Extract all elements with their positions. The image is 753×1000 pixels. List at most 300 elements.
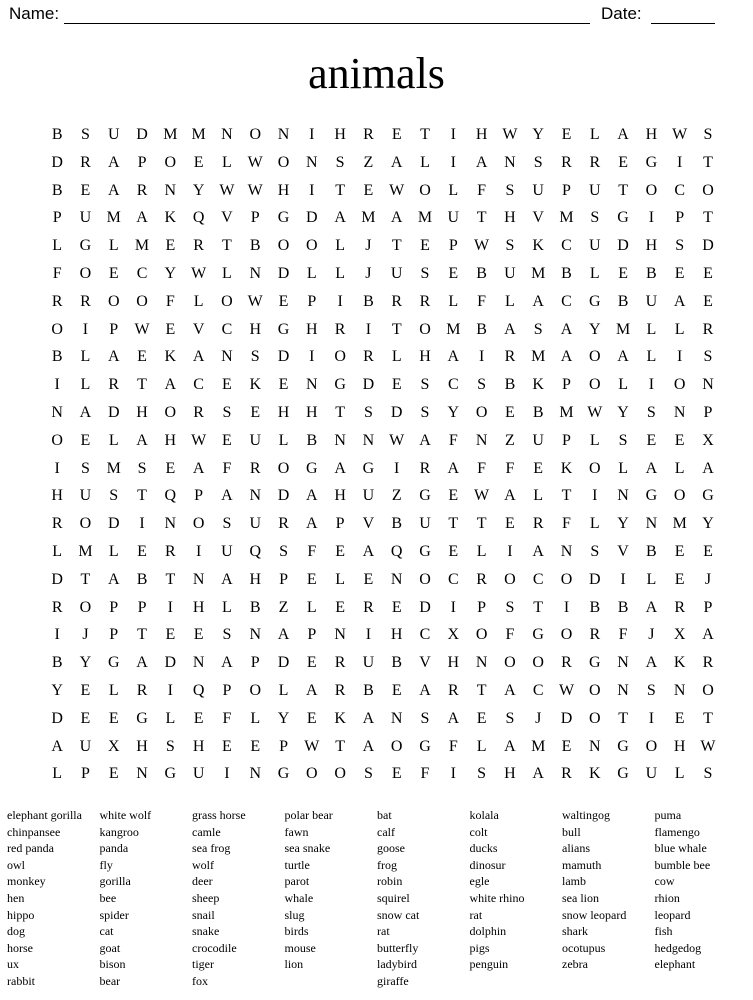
grid-cell: M bbox=[559, 209, 574, 227]
grid-cell: R bbox=[561, 765, 572, 783]
date-line bbox=[651, 23, 715, 24]
grid-cell: L bbox=[674, 765, 685, 783]
grid-cell: G bbox=[617, 209, 629, 227]
grid-cell: T bbox=[137, 487, 147, 505]
grid-cell: A bbox=[702, 459, 714, 477]
grid-cell: N bbox=[475, 654, 488, 672]
grid-cell: F bbox=[222, 709, 232, 727]
grid-cell: E bbox=[363, 570, 374, 588]
grid-cell: Z bbox=[505, 431, 515, 449]
grid-cell: D bbox=[51, 709, 63, 727]
grid-cell: A bbox=[221, 654, 233, 672]
grid-cell: M bbox=[531, 348, 546, 366]
grid-cell: A bbox=[136, 209, 148, 227]
word-item: penguin bbox=[469, 957, 509, 972]
grid-cell: V bbox=[617, 542, 629, 560]
grid-cell: I bbox=[677, 153, 683, 171]
grid-cell: T bbox=[476, 515, 487, 533]
word-item: sea snake bbox=[284, 841, 331, 856]
grid-cell: L bbox=[589, 264, 600, 282]
grid-cell: W bbox=[558, 681, 575, 699]
grid-row bbox=[43, 232, 723, 260]
word-item: kolala bbox=[469, 808, 499, 822]
grid-cell: Q bbox=[192, 209, 205, 227]
grid-cell: G bbox=[645, 487, 658, 505]
word-item: waltingog bbox=[562, 808, 610, 822]
grid-cell: E bbox=[391, 376, 402, 394]
grid-cell: E bbox=[278, 376, 289, 394]
grid-cell: E bbox=[250, 737, 261, 755]
grid-cell: U bbox=[447, 209, 460, 227]
grid-cell: T bbox=[476, 681, 487, 699]
grid-cell: S bbox=[335, 153, 345, 171]
grid-cell: L bbox=[306, 598, 317, 616]
grid-cell: A bbox=[334, 459, 346, 477]
date-label: Date: bbox=[601, 4, 642, 23]
grid-cell: H bbox=[645, 237, 658, 255]
grid-cell: R bbox=[447, 681, 459, 699]
grid-cell: A bbox=[673, 292, 686, 310]
grid-cell: M bbox=[106, 209, 121, 227]
grid-cell: T bbox=[137, 376, 147, 394]
grid-cell: O bbox=[560, 570, 573, 588]
grid-cell: S bbox=[505, 181, 515, 199]
grid-cell: E bbox=[165, 626, 176, 644]
grid-cell: L bbox=[52, 237, 63, 255]
word-item: dolphin bbox=[469, 924, 507, 939]
grid-cell: D bbox=[306, 209, 318, 227]
grid-cell: S bbox=[703, 765, 713, 783]
grid-cell: I bbox=[648, 709, 655, 727]
grid-cell: F bbox=[222, 459, 232, 477]
word-item: fox bbox=[192, 973, 208, 988]
grid-cell: E bbox=[618, 264, 628, 282]
grid-cell: E bbox=[108, 264, 119, 282]
grid-cell: N bbox=[249, 765, 261, 783]
grid-cell: S bbox=[222, 626, 232, 644]
grid-cell: C bbox=[532, 681, 544, 699]
grid-cell: A bbox=[645, 654, 658, 672]
grid-cell: Y bbox=[164, 264, 177, 282]
word-item: sheep bbox=[192, 890, 220, 905]
grid-cell: G bbox=[334, 376, 346, 394]
word-item: giraffe bbox=[377, 973, 409, 988]
grid-cell: E bbox=[533, 459, 544, 477]
grid-cell: R bbox=[363, 348, 374, 366]
grid-cell: K bbox=[532, 376, 544, 394]
grid-cell: I bbox=[450, 153, 456, 171]
grid-cell: A bbox=[702, 626, 714, 644]
grid-cell: E bbox=[165, 237, 176, 255]
grid-cell: P bbox=[562, 431, 571, 449]
grid-cell: N bbox=[560, 542, 573, 560]
grid-cell: E bbox=[80, 709, 91, 727]
word-item: rabbit bbox=[7, 973, 35, 988]
grid-cell: I bbox=[82, 320, 89, 338]
grid-cell: U bbox=[79, 737, 92, 755]
grid-cell: I bbox=[309, 348, 315, 366]
grid-cell: O bbox=[673, 376, 686, 394]
grid-cell: P bbox=[80, 765, 90, 783]
grid-cell: S bbox=[477, 765, 487, 783]
grid-cell: U bbox=[589, 237, 601, 255]
grid-cell: S bbox=[137, 459, 147, 477]
grid-cell: G bbox=[419, 487, 431, 505]
word-item: zebra bbox=[562, 957, 588, 972]
word-item: camle bbox=[192, 824, 221, 839]
grid-cell: R bbox=[278, 515, 289, 533]
grid-cell: S bbox=[618, 431, 628, 449]
grid-cell: C bbox=[419, 626, 431, 644]
grid-cell: B bbox=[589, 598, 601, 616]
word-item: red panda bbox=[7, 841, 54, 856]
grid-cell: L bbox=[193, 292, 204, 310]
grid-cell: B bbox=[391, 654, 403, 672]
grid-cell: T bbox=[335, 403, 345, 421]
grid-cell: R bbox=[504, 348, 516, 366]
grid-cell: O bbox=[136, 292, 148, 310]
grid-cell: D bbox=[164, 654, 177, 672]
grid-cell: N bbox=[277, 126, 290, 143]
grid-cell: R bbox=[108, 376, 120, 394]
grid-cell: N bbox=[645, 515, 658, 533]
word-item: pigs bbox=[469, 940, 490, 955]
grid-cell: Y bbox=[532, 126, 544, 143]
grid-cell: C bbox=[561, 292, 572, 310]
grid-cell: E bbox=[80, 181, 91, 199]
grid-cell: L bbox=[505, 292, 515, 310]
grid-cell: U bbox=[221, 542, 233, 560]
grid-cell: L bbox=[278, 431, 289, 449]
grid-cell: M bbox=[361, 209, 376, 227]
grid-cell: M bbox=[559, 403, 574, 421]
grid-cell: E bbox=[222, 376, 232, 394]
grid-cell: Y bbox=[192, 181, 205, 199]
grid-cell: Y bbox=[51, 681, 63, 699]
grid-cell: N bbox=[390, 570, 403, 588]
word-column bbox=[377, 807, 470, 990]
grid-cell: A bbox=[475, 153, 488, 171]
grid-cell: G bbox=[419, 542, 431, 560]
grid-cell: O bbox=[645, 737, 658, 755]
grid-cell: G bbox=[419, 737, 431, 755]
grid-cell: U bbox=[79, 487, 92, 505]
grid-cell: O bbox=[390, 737, 403, 755]
grid-cell: R bbox=[334, 654, 346, 672]
grid-cell: I bbox=[592, 487, 598, 505]
grid-cell: S bbox=[646, 681, 656, 699]
grid-cell: C bbox=[674, 181, 686, 199]
grid-cell: X bbox=[107, 737, 120, 755]
grid-cell: Q bbox=[192, 681, 205, 699]
grid-cell: E bbox=[618, 153, 628, 171]
grid-cell: R bbox=[80, 153, 91, 171]
grid-cell: P bbox=[137, 153, 147, 171]
grid-cell: A bbox=[617, 348, 629, 366]
grid-cell: O bbox=[306, 237, 318, 255]
grid-cell: F bbox=[165, 292, 175, 310]
word-item: bumble bee bbox=[654, 857, 711, 872]
grid-cell: S bbox=[533, 153, 543, 171]
grid-row bbox=[43, 316, 723, 344]
grid-cell: A bbox=[645, 459, 658, 477]
grid-cell: O bbox=[334, 765, 346, 783]
word-item: snow cat bbox=[377, 907, 420, 922]
grid-cell: N bbox=[589, 737, 601, 755]
word-item: parot bbox=[284, 874, 310, 889]
grid-cell: S bbox=[533, 320, 543, 338]
grid-cell: F bbox=[477, 181, 487, 199]
grid-cell: A bbox=[447, 709, 460, 727]
grid-cell: A bbox=[107, 181, 120, 199]
word-item: chinpansee bbox=[7, 824, 61, 839]
grid-cell: O bbox=[164, 403, 177, 421]
grid-cell: O bbox=[277, 237, 290, 255]
word-item: turtle bbox=[284, 857, 310, 872]
grid-cell: S bbox=[165, 737, 175, 755]
grid-cell: H bbox=[645, 126, 658, 143]
grid-cell: O bbox=[589, 459, 601, 477]
grid-cell: E bbox=[250, 403, 261, 421]
word-item: polar bear bbox=[284, 808, 333, 822]
word-item: shark bbox=[562, 924, 588, 939]
grid-cell: T bbox=[137, 626, 147, 644]
grid-cell: S bbox=[222, 515, 232, 533]
word-column bbox=[100, 807, 193, 990]
word-item: grass horse bbox=[192, 808, 246, 822]
grid-cell: A bbox=[306, 515, 318, 533]
grid-cell: G bbox=[136, 709, 148, 727]
grid-cell: A bbox=[560, 348, 573, 366]
word-item: elephant bbox=[654, 957, 696, 972]
grid-cell: C bbox=[193, 376, 204, 394]
grid-cell: U bbox=[419, 515, 431, 533]
grid-cell: T bbox=[618, 709, 628, 727]
grid-cell: S bbox=[363, 765, 373, 783]
word-item: crocodile bbox=[192, 940, 237, 955]
grid-cell: E bbox=[108, 765, 119, 783]
grid-cell: L bbox=[674, 320, 685, 338]
grid-cell: D bbox=[390, 403, 403, 421]
grid-cell: B bbox=[646, 264, 657, 282]
grid-cell: W bbox=[474, 237, 490, 255]
grid-cell: L bbox=[108, 542, 119, 560]
grid-cell: S bbox=[80, 126, 90, 143]
grid-cell: O bbox=[306, 765, 318, 783]
grid-cell: I bbox=[507, 542, 513, 560]
grid-cell: P bbox=[109, 626, 119, 644]
word-item: spider bbox=[99, 907, 129, 922]
grid-cell: I bbox=[54, 626, 60, 644]
grid-cell: P bbox=[703, 598, 713, 616]
grid-cell: G bbox=[617, 737, 629, 755]
grid-cell: E bbox=[674, 570, 685, 588]
grid-cell: E bbox=[505, 403, 515, 421]
grid-cell: A bbox=[560, 320, 573, 338]
grid-cell: T bbox=[222, 237, 232, 255]
word-item: bee bbox=[99, 890, 117, 905]
grid-cell: T bbox=[618, 181, 628, 199]
word-item: hen bbox=[7, 890, 25, 905]
grid-cell: R bbox=[674, 598, 686, 616]
grid-cell: A bbox=[645, 598, 658, 616]
grid-cell: L bbox=[52, 765, 63, 783]
grid-cell: D bbox=[277, 487, 290, 505]
grid-cell: R bbox=[419, 459, 431, 477]
grid-cell: D bbox=[107, 403, 120, 421]
grid-cell: P bbox=[279, 737, 288, 755]
grid-cell: E bbox=[222, 431, 232, 449]
grid-cell: L bbox=[52, 542, 63, 560]
grid-cell: S bbox=[420, 376, 430, 394]
word-item: elephant gorilla bbox=[7, 808, 82, 822]
grid-cell: E bbox=[391, 765, 402, 783]
grid-cell: E bbox=[703, 542, 713, 560]
grid-cell: U bbox=[362, 654, 375, 672]
grid-cell: B bbox=[476, 320, 487, 338]
grid-cell: L bbox=[448, 292, 459, 310]
grid-cell: M bbox=[531, 737, 546, 755]
grid-cell: I bbox=[365, 626, 372, 644]
grid-cell: E bbox=[193, 709, 204, 727]
grid-cell: A bbox=[362, 737, 375, 755]
grid-cell: A bbox=[504, 487, 516, 505]
grid-cell: R bbox=[165, 542, 176, 560]
grid-cell: M bbox=[446, 320, 461, 338]
grid-cell: Z bbox=[391, 487, 402, 505]
grid-cell: D bbox=[51, 153, 63, 171]
grid-cell: B bbox=[504, 376, 516, 394]
grid-cell: B bbox=[363, 292, 374, 310]
grid-cell: O bbox=[702, 681, 714, 699]
grid-cell: B bbox=[51, 181, 63, 199]
grid-cell: H bbox=[334, 487, 346, 505]
grid-cell: J bbox=[82, 626, 89, 644]
grid-cell: K bbox=[334, 709, 346, 727]
grid-cell: E bbox=[561, 126, 572, 143]
word-item: goat bbox=[99, 940, 121, 955]
grid-cell: M bbox=[417, 209, 433, 227]
grid-row bbox=[43, 649, 723, 677]
grid-cell: A bbox=[136, 654, 148, 672]
word-item: egle bbox=[469, 874, 490, 889]
grid-cell: L bbox=[646, 348, 657, 366]
word-item: cow bbox=[654, 874, 675, 889]
grid-cell: L bbox=[222, 153, 232, 171]
grid-cell: A bbox=[504, 320, 516, 338]
word-item: bison bbox=[99, 957, 126, 972]
grid-cell: A bbox=[221, 570, 233, 588]
grid-cell: U bbox=[645, 765, 658, 783]
word-item: cat bbox=[99, 924, 114, 939]
grid-cell: W bbox=[700, 737, 716, 755]
grid-cell: L bbox=[589, 126, 600, 143]
word-column bbox=[192, 807, 285, 990]
grid-cell: S bbox=[222, 403, 232, 421]
grid-cell: E bbox=[222, 737, 232, 755]
word-item: mouse bbox=[284, 940, 316, 955]
grid-cell: A bbox=[390, 209, 403, 227]
grid-cell: I bbox=[309, 181, 315, 199]
word-item: snail bbox=[192, 907, 215, 922]
grid-cell: O bbox=[475, 626, 488, 644]
grid-cell: P bbox=[307, 292, 317, 310]
word-item: owl bbox=[7, 857, 25, 872]
grid-cell: A bbox=[192, 459, 205, 477]
grid-cell: E bbox=[193, 626, 204, 644]
grid-cell: E bbox=[193, 153, 204, 171]
grid-cell: O bbox=[475, 403, 488, 421]
grid-cell: D bbox=[277, 654, 290, 672]
grid-cell: A bbox=[107, 153, 120, 171]
word-item: leopard bbox=[654, 907, 691, 922]
grid-cell: M bbox=[531, 264, 546, 282]
grid-cell: J bbox=[648, 626, 655, 644]
grid-cell: G bbox=[589, 292, 601, 310]
grid-cell: A bbox=[136, 431, 148, 449]
grid-cell: Y bbox=[447, 403, 460, 421]
grid-cell: I bbox=[648, 209, 655, 227]
grid-cell: A bbox=[51, 737, 63, 755]
grid-cell: R bbox=[391, 292, 403, 310]
grid-cell: J bbox=[704, 570, 712, 588]
grid-cell: O bbox=[79, 598, 92, 616]
grid-cell: U bbox=[390, 264, 403, 282]
grid-cell: R bbox=[136, 681, 148, 699]
grid-cell: T bbox=[703, 209, 713, 227]
grid-cell: P bbox=[562, 376, 571, 394]
word-item: ux bbox=[7, 957, 19, 972]
grid-cell: H bbox=[390, 626, 403, 644]
grid-cell: Y bbox=[79, 654, 92, 672]
grid-cell: G bbox=[164, 765, 177, 783]
grid-cell: D bbox=[277, 264, 290, 282]
grid-cell: D bbox=[136, 126, 148, 143]
grid-cell: R bbox=[334, 681, 346, 699]
grid-cell: N bbox=[221, 348, 233, 366]
grid-cell: Y bbox=[617, 515, 629, 533]
word-item: bat bbox=[377, 808, 392, 822]
word-item: rat bbox=[469, 907, 483, 922]
grid-cell: E bbox=[108, 709, 119, 727]
grid-cell: S bbox=[590, 209, 600, 227]
grid-cell: E bbox=[674, 709, 685, 727]
grid-cell: J bbox=[365, 237, 372, 255]
grid-cell: B bbox=[51, 654, 63, 672]
grid-cell: T bbox=[335, 737, 345, 755]
grid-cell: E bbox=[363, 181, 374, 199]
grid-cell: A bbox=[532, 542, 544, 560]
grid-cell: W bbox=[247, 153, 263, 171]
grid-cell: C bbox=[221, 320, 233, 338]
word-item: ocotupus bbox=[562, 940, 606, 955]
grid-cell: D bbox=[419, 598, 431, 616]
grid-cell: U bbox=[79, 209, 92, 227]
grid-cell: L bbox=[250, 709, 261, 727]
grid-cell: X bbox=[702, 431, 714, 449]
grid-cell: B bbox=[306, 431, 318, 449]
grid-cell: I bbox=[195, 542, 202, 560]
grid-cell: S bbox=[703, 348, 713, 366]
grid-cell: E bbox=[80, 681, 91, 699]
grid-cell: F bbox=[420, 765, 430, 783]
grid-cell: I bbox=[309, 126, 315, 143]
grid-cell: O bbox=[107, 292, 120, 310]
grid-cell: E bbox=[674, 431, 685, 449]
grid-cell: N bbox=[673, 403, 686, 421]
grid-cell: A bbox=[334, 209, 346, 227]
word-item: squirel bbox=[377, 890, 410, 905]
